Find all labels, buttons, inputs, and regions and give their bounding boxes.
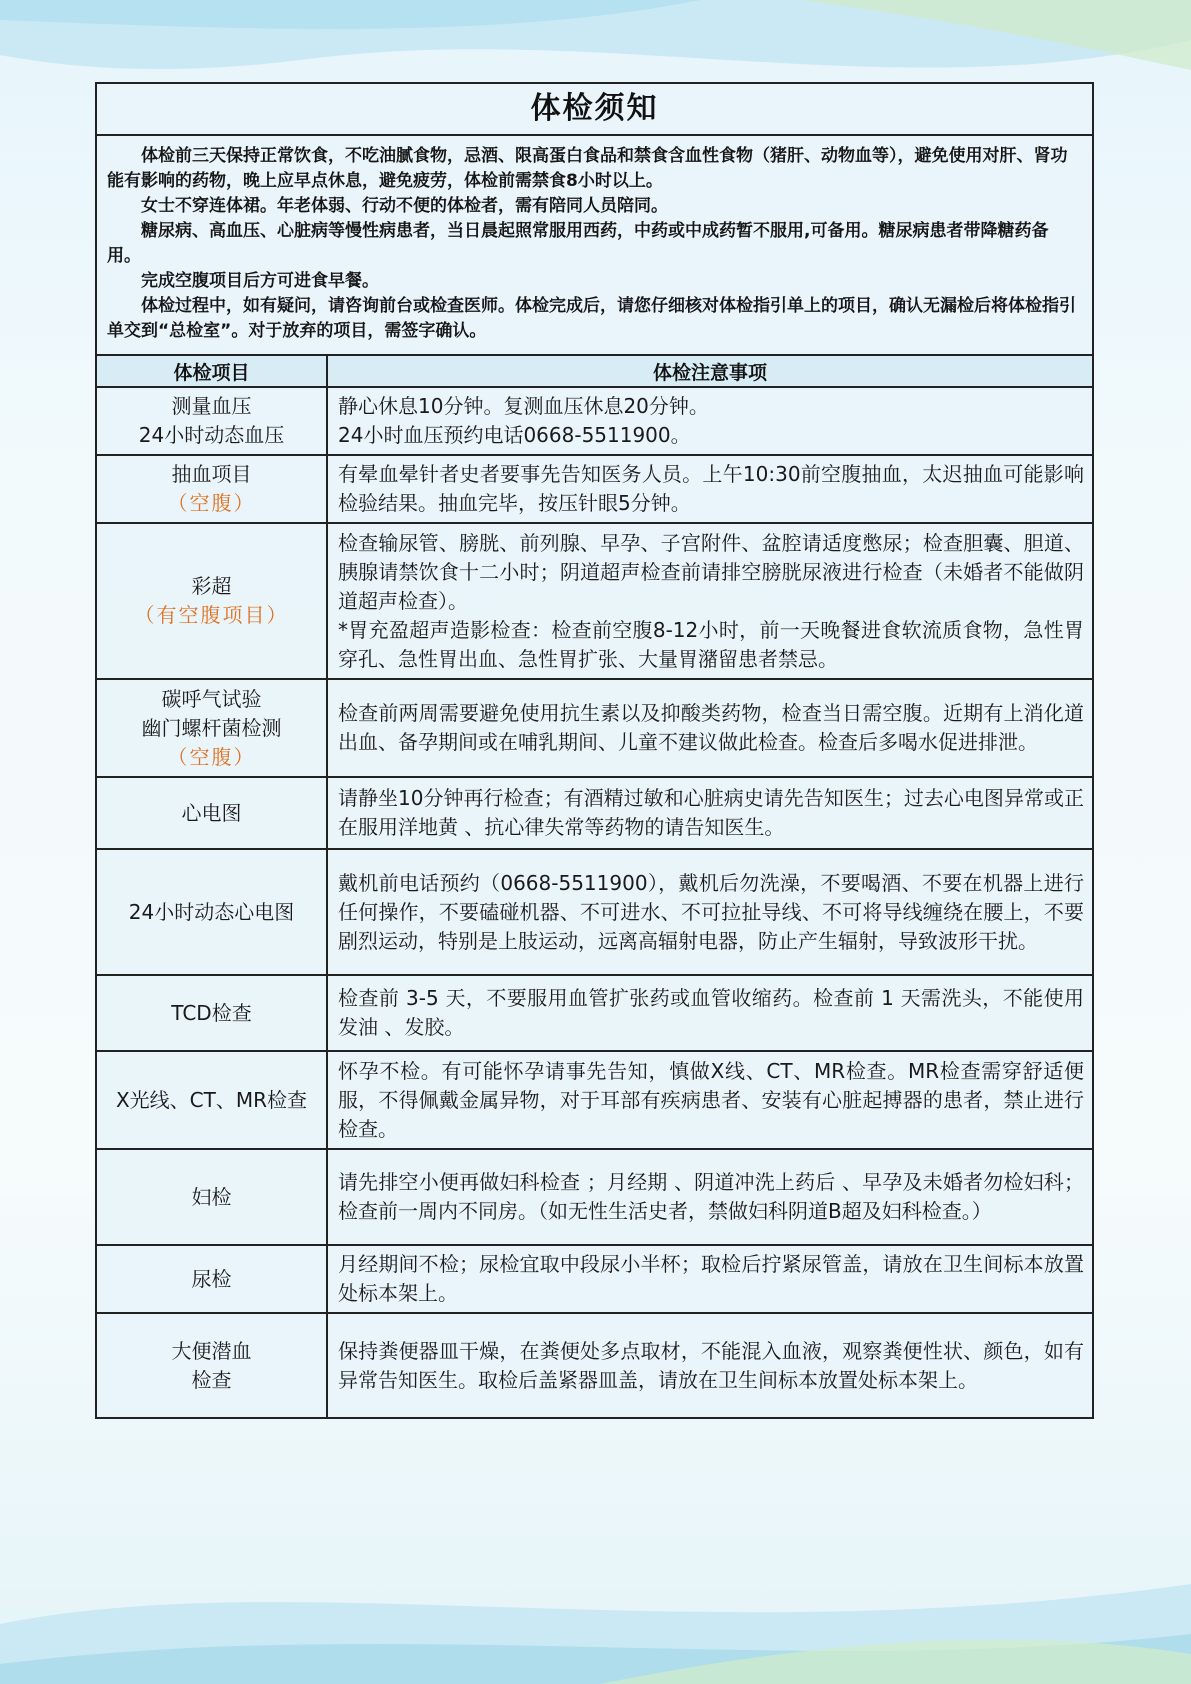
exam-notes-cell <box>327 1245 1092 1313</box>
exam-note-text: 戴机前电话预约（0668-5511900），戴机后勿洗澡，不要喝酒、不要在机器上进行任何操作，不要磕碰机器、不可进水、不可拉扯导线、不可将导线缠绕在腰上，不要剧烈运动，特别是上肢运动，远离高辐射电器，防止产生辐射，导致波形干扰。 <box>338 870 1084 953</box>
exam-item-cell <box>97 387 327 455</box>
exam-notes-cell <box>327 777 1092 849</box>
exam-note-text: 请静坐10分钟再行检查；有酒精过敏和心脏病史请先告知医生；过去心电图异常或正在服用洋地黄 、抗心律失常等药物的请告知医生。 <box>338 786 1084 839</box>
exam-note-text: 怀孕不检。有可能怀孕请事先告知，慎做X线、CT、MR检查。MR检查需穿舒适便服，不得佩戴金属异物，对于耳部有疾病患者、安装有心脏起搏器的患者，禁止进行检查。 <box>338 1058 1084 1141</box>
fasting-label: （空腹） <box>167 744 256 769</box>
exam-note-text: 检查输尿管、膀胱、前列腺、早孕、子宫附件、盆腔请适度憋尿；检查胆囊、胆道、胰腺请禁饮食十二小时；阴道超声检查前请排空膀胱尿液进行检查（未婚者不能做阴道超声检查）。 <box>338 530 1084 613</box>
exam-item-cell <box>97 849 327 975</box>
table-header-row <box>97 356 1092 387</box>
exam-item-cell <box>97 777 327 849</box>
exam-notes-cell <box>327 455 1092 523</box>
exam-item-cell <box>97 1313 327 1417</box>
exam-item-cell <box>97 523 327 679</box>
exam-notes-cell <box>327 1149 1092 1245</box>
table-row <box>97 1051 1092 1149</box>
exam-note-text: 保持粪便器皿干燥，在粪便处多点取材，不能混入血液，观察粪便性状、颜色，如有异常告知医生。取检后盖紧器皿盖，请放在卫生间标本放置处标本架上。 <box>338 1338 1084 1392</box>
fasting-label: （有空腹项目） <box>134 603 289 627</box>
fasting-label: （空腹） <box>167 491 256 515</box>
table-row <box>97 523 1092 679</box>
intro-section <box>97 136 1092 356</box>
exam-item-name: 彩超 <box>191 574 232 598</box>
exam-item-name: 心电图 <box>181 800 242 825</box>
exam-note-text: 请先排空小便再做妇科检查 ；月经期 、阴道冲洗上药后 、早孕及未婚者勿检妇科； 检查前一周内不同房。（如无性生活史者，禁做妇科阴道B超及妇科检查。） <box>338 1170 1084 1223</box>
exam-note-text: 月经期间不检；尿检宜取中段尿小半杯；取检后拧紧尿管盖，请放在卫生间标本放置处标本架上。 <box>338 1252 1084 1305</box>
table-row <box>97 387 1092 455</box>
exam-notes-cell <box>327 1313 1092 1417</box>
table-row <box>97 455 1092 523</box>
exam-item-cell <box>97 679 327 777</box>
exam-notes-cell <box>327 849 1092 975</box>
exam-note-text: *胃充盈超声造影检查：检查前空腹8-12小时，前一天晚餐进食软流质食物，急性胃穿孔、急性胃出血、急性胃扩张、大量胃潴留患者禁忌。 <box>338 617 1084 671</box>
exam-item-name: 检查 <box>191 1367 232 1392</box>
table-row <box>97 849 1092 975</box>
column-header-notes: 体检注意事项 <box>327 356 1092 387</box>
exam-item-name: X光线、CT、MR检查 <box>115 1087 308 1112</box>
exam-item-name: 测量血压 <box>171 394 252 418</box>
exam-notes-cell <box>327 523 1092 679</box>
exam-notes-cell <box>327 975 1092 1051</box>
exam-item-name: 妇检 <box>191 1184 232 1209</box>
intro-paragraph: 女士不穿连体裙。年老体弱、行动不便的体检者，需有陪同人员陪同。 <box>141 196 668 216</box>
exam-item-cell <box>97 455 327 523</box>
exam-item-cell <box>97 1051 327 1149</box>
exam-item-name: 24小时动态血压 <box>138 423 285 447</box>
table-row <box>97 1313 1092 1417</box>
intro-paragraph: 完成空腹项目后方可进食早餐。 <box>141 271 379 291</box>
table-row <box>97 777 1092 849</box>
notice-sheet <box>95 82 1094 1419</box>
exam-table <box>97 356 1092 1417</box>
exam-item-cell <box>97 975 327 1051</box>
exam-notes-cell <box>327 679 1092 777</box>
exam-note-text: 检查前两周需要避免使用抗生素以及抑酸类药物，检查当日需空腹。近期有上消化道出血、备孕期间或在哺乳期间、儿童不建议做此检查。检查后多喝水促进排泄。 <box>338 701 1084 754</box>
exam-note-text: 静心休息10分钟。复测血压休息20分钟。 <box>338 394 709 418</box>
exam-item-name: 幽门螺杆菌检测 <box>141 715 282 740</box>
background-wave-bottom <box>0 1504 1191 1684</box>
exam-item-name: 24小时动态心电图 <box>128 899 295 924</box>
column-header-item: 体检项目 <box>97 356 327 387</box>
exam-notes-cell <box>327 1051 1092 1149</box>
exam-note-text: 有晕血晕针者史者要事先告知医务人员。上午10:30前空腹抽血，太迟抽血可能影响检验结果。抽血完毕，按压针眼5分钟。 <box>338 462 1084 515</box>
exam-item-name: 大便潜血 <box>171 1338 252 1363</box>
exam-note-text: 24小时血压预约电话0668-5511900。 <box>338 423 691 447</box>
exam-note-text: 检查前 3-5 天，不要服用血管扩张药或血管收缩药。检查前 1 天需洗头，不能使用发油 、发胶。 <box>338 986 1084 1039</box>
table-row <box>97 1149 1092 1245</box>
exam-item-cell <box>97 1245 327 1313</box>
intro-paragraph: 糖尿病、高血压、心脏病等慢性病患者，当日晨起照常服用西药，中药或中成药暂不服用,可备用。糖尿病患者带降糖药备用。 <box>107 221 1049 266</box>
intro-paragraph: 体检前三天保持正常饮食，不吃油腻食物，忌酒、限高蛋白食品和禁食含血性食物（猪肝、动物血等），避免使用对肝、肾功能有影响的药物，晚上应早点休息，避免疲劳，体检前需禁食8小时以上。 <box>107 146 1068 191</box>
exam-item-name: 碳呼气试验 <box>161 686 262 711</box>
table-row <box>97 679 1092 777</box>
exam-item-name: 抽血项目 <box>171 462 252 486</box>
table-row <box>97 975 1092 1051</box>
exam-notes-cell <box>327 387 1092 455</box>
exam-item-name: 尿检 <box>191 1266 232 1291</box>
exam-item-name: TCD检查 <box>171 1000 252 1025</box>
exam-item-cell <box>97 1149 327 1245</box>
page-title: 体检须知 <box>97 84 1092 136</box>
intro-paragraph: 体检过程中，如有疑问，请咨询前台或检查医师。体检完成后，请您仔细核对体检指引单上的项目，确认无漏检后将体检指引单交到“总检室”。对于放弃的项目，需签字确认。 <box>107 296 1076 341</box>
table-row <box>97 1245 1092 1313</box>
